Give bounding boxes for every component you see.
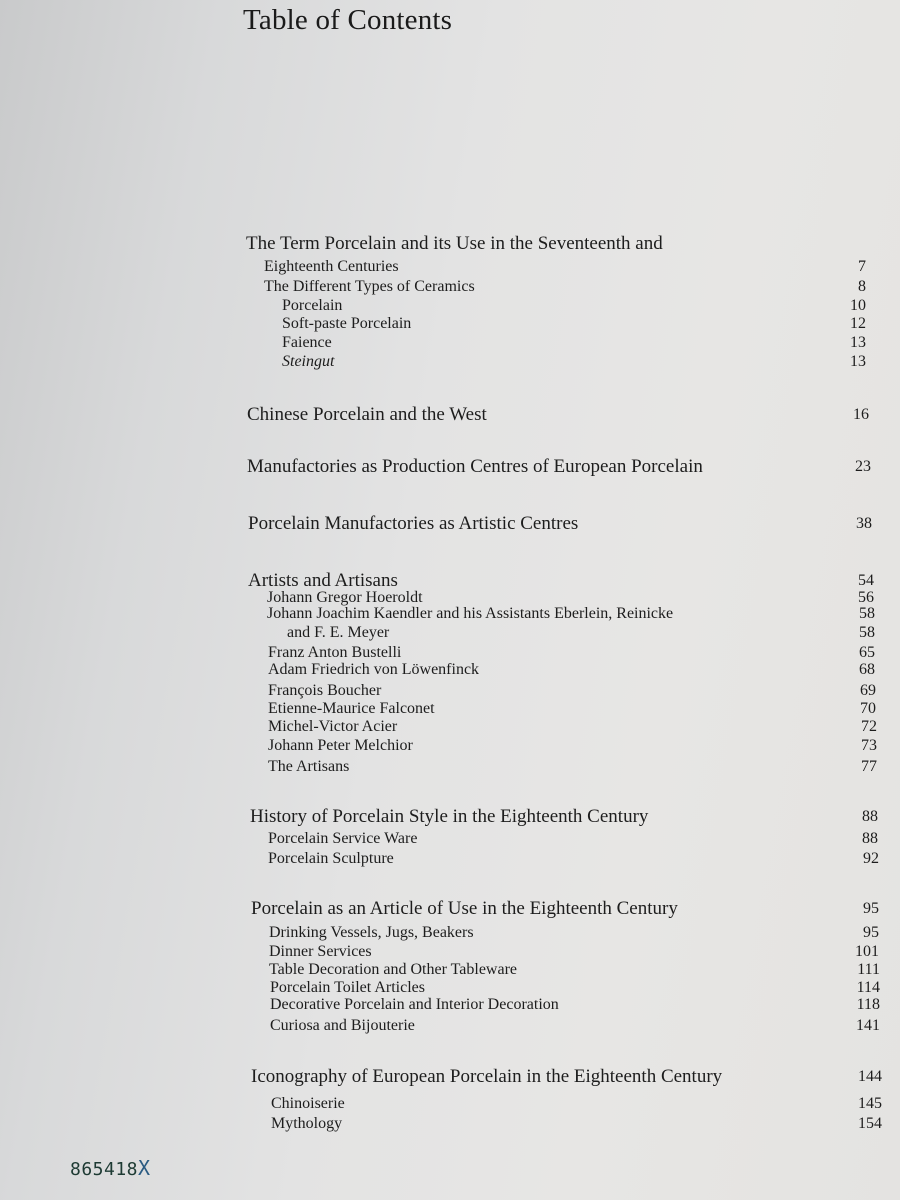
toc-entry-page-number: 58 [859, 605, 875, 622]
toc-entry-title: Johann Joachim Kaendler and his Assistants Eberlein, Reinicke [267, 605, 674, 622]
toc-section-heading [0, 807, 878, 831]
toc-entry-page-number: 95 [863, 900, 879, 917]
toc-section-heading [0, 514, 872, 538]
toc-subentry [0, 1018, 880, 1042]
toc-entry-page-number: 16 [853, 406, 869, 423]
toc-entry-title: Etienne-Maurice Falconet [268, 700, 435, 717]
toc-subentry [0, 1116, 882, 1140]
toc-section-heading [0, 405, 869, 429]
toc-entry-page-number: 144 [858, 1068, 882, 1085]
toc-entry-page-number: 145 [858, 1095, 882, 1112]
toc-entry-title: Johann Gregor Hoeroldt [267, 589, 423, 606]
toc-entry-page-number: 23 [855, 458, 871, 475]
toc-subentry [0, 851, 879, 875]
toc-entry-title: Porcelain Toilet Articles [270, 979, 425, 996]
toc-entry-title: The Artisans [268, 758, 350, 775]
toc-section-heading [0, 899, 879, 923]
toc-entry-page-number: 69 [860, 682, 876, 699]
toc-entry-page-number: 13 [850, 353, 866, 370]
toc-entry-page-number: 92 [863, 850, 879, 867]
toc-section-heading [0, 457, 871, 481]
toc-entry-page-number: 141 [856, 1017, 880, 1034]
toc-entry-title: History of Porcelain Style in the Eighteenth Century [250, 806, 649, 827]
toc-entry-page-number: 54 [858, 572, 874, 589]
toc-entry-title: Chinoiserie [271, 1095, 345, 1112]
toc-entry-title: Franz Anton Bustelli [268, 644, 402, 661]
toc-entry-title: Artists and Artisans [248, 570, 398, 591]
toc-entry-title: and F. E. Meyer [287, 624, 390, 641]
toc-entry-page-number: 8 [858, 278, 866, 295]
toc-entry-title: François Boucher [268, 682, 382, 699]
toc-entry-title: Porcelain [282, 297, 343, 314]
toc-entry-page-number: 56 [858, 589, 874, 606]
toc-entry-title: Porcelain Manufactories as Artistic Centres [248, 513, 579, 534]
toc-entry-page-number: 12 [850, 315, 866, 332]
toc-entry-title: Mythology [271, 1115, 343, 1132]
toc-entry-page-number: 114 [856, 979, 880, 996]
toc-entry-title: Dinner Services [269, 943, 372, 960]
toc-entry-title: Johann Peter Melchior [268, 737, 413, 754]
toc-entry-title: Decorative Porcelain and Interior Decoration [270, 996, 559, 1013]
toc-entry-page-number: 68 [859, 661, 875, 678]
toc-entry-page-number: 101 [855, 943, 879, 960]
inventory-stamp [70, 1156, 151, 1180]
toc-entry-title: Manufactories as Production Centres of European Porcelain [247, 456, 703, 477]
stamp-mark: X [138, 1156, 151, 1180]
toc-entry-page-number: 70 [860, 700, 876, 717]
toc-entry-page-number: 72 [861, 718, 877, 735]
toc-entry-title: The Different Types of Ceramics [264, 278, 475, 295]
toc-entry-title: Steingut [282, 353, 335, 370]
toc-entry-page-number: 88 [862, 830, 878, 847]
toc-section-heading [0, 234, 866, 258]
toc-entry-title: Faience [282, 334, 332, 351]
toc-entry-title: Adam Friedrich von Löwenfinck [268, 661, 480, 678]
toc-entry-title: Chinese Porcelain and the West [247, 404, 487, 425]
toc-entry-page-number: 154 [858, 1115, 882, 1132]
toc-entry-title: Eighteenth Centuries [264, 258, 399, 275]
toc-entry-page-number: 13 [850, 334, 866, 351]
toc-entry-title: Iconography of European Porcelain in the Eighteenth Century [251, 1066, 723, 1087]
toc-entry-title: Porcelain as an Article of Use in the Eighteenth Century [251, 898, 678, 919]
toc-entry-page-number: 95 [863, 924, 879, 941]
page-title: Table of Contents [243, 4, 453, 36]
toc-entry-page-number: 65 [859, 644, 875, 661]
toc-subentry [0, 354, 866, 378]
toc-entry-title: Table Decoration and Other Tableware [269, 961, 518, 978]
toc-entry-title: Porcelain Service Ware [268, 830, 418, 847]
toc-entry-page-number: 58 [859, 624, 875, 641]
toc-entry-title: Curiosa and Bijouterie [270, 1017, 415, 1034]
toc-entry-page-number: 7 [858, 258, 866, 275]
toc-entry-title: Drinking Vessels, Jugs, Beakers [269, 924, 474, 941]
toc-entry-page-number: 118 [856, 996, 880, 1013]
toc-entry-title: Porcelain Sculpture [268, 850, 394, 867]
toc-entry-title: Soft-paste Porcelain [282, 315, 412, 332]
toc-entry-page-number: 10 [850, 297, 866, 314]
toc-entry-page-number: 88 [862, 808, 878, 825]
toc-entry-page-number: 77 [861, 758, 877, 775]
toc-entry-page-number: 38 [856, 515, 872, 532]
stamp-number: 865418 [70, 1159, 139, 1180]
toc-entry-title: Michel-Victor Acier [268, 718, 398, 735]
toc-section-heading [0, 1067, 882, 1091]
toc-subentry [0, 759, 877, 783]
toc-entry-page-number: 111 [857, 961, 880, 978]
toc-entry-page-number: 73 [861, 737, 877, 754]
toc-entry-title: The Term Porcelain and its Use in the Seventeenth and [246, 233, 663, 254]
